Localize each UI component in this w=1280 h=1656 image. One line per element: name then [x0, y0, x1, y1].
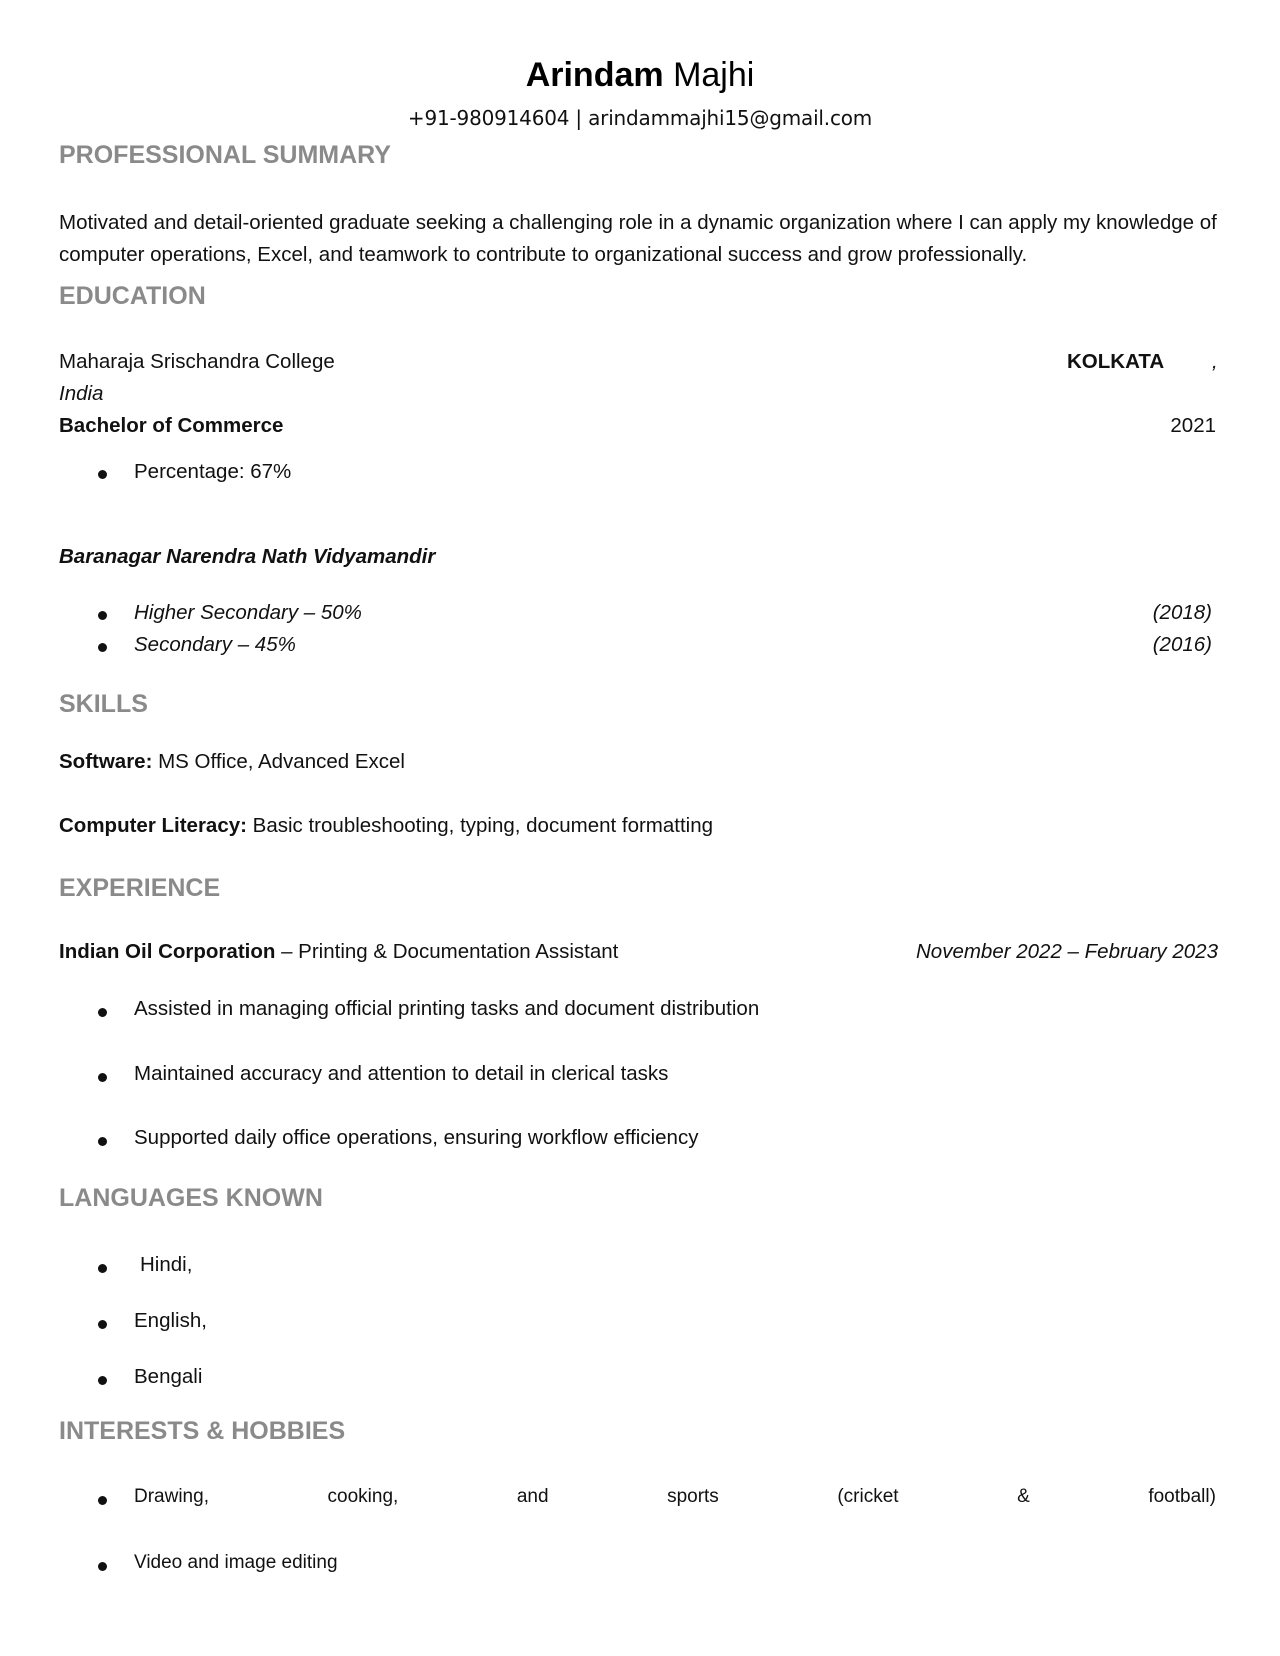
bullet: [98, 1264, 107, 1273]
skill-label: Software:: [59, 750, 153, 773]
percentage: Percentage: 67%: [134, 460, 292, 483]
summary-text: Motivated and detail-oriented graduate seeking a challenging role in a dynamic organization where I can apply my knowledge of computer operations, Excel, and teamwork to contribute to organizational success and grow professionally.: [59, 211, 1217, 266]
higher-secondary: Higher Secondary – 50%: [134, 601, 362, 624]
hobby-line-1: [134, 1486, 1216, 1508]
school-name: Baranagar Narendra Nath Vidyamandir: [59, 545, 436, 568]
bullet: [98, 1496, 107, 1505]
degree-year: 2021: [1170, 414, 1216, 437]
experience-heading: EXPERIENCE: [59, 874, 221, 902]
resume-name: [0, 56, 1280, 95]
skill-computer-literacy: [59, 814, 713, 838]
hobby-word: cooking,: [327, 1486, 399, 1507]
skill-value: MS Office, Advanced Excel: [152, 750, 405, 773]
secondary-year: (2016): [1152, 633, 1212, 656]
hobby-word: &: [1017, 1486, 1030, 1507]
summary-heading: PROFESSIONAL SUMMARY: [59, 141, 391, 169]
secondary: Secondary – 45%: [134, 633, 296, 656]
college-city: KOLKATA: [1067, 350, 1165, 373]
hobby-word: Drawing,: [134, 1486, 209, 1507]
role-title: – Printing & Documentation Assistant: [275, 940, 619, 963]
hobby-word: sports: [667, 1486, 719, 1507]
first-name: Arindam: [525, 56, 664, 94]
experience-bullet: Assisted in managing official printing tasks and document distribution: [134, 997, 760, 1020]
language-item: English,: [134, 1309, 207, 1332]
bullet: [98, 1376, 107, 1385]
experience-dates: November 2022 – February 2023: [916, 940, 1218, 963]
degree-name: Bachelor of Commerce: [59, 414, 284, 437]
language-item: Bengali: [134, 1365, 203, 1388]
bullet: [98, 611, 107, 620]
language-item: Hindi,: [140, 1253, 193, 1276]
contact-line: +91-980914604 | arindammajhi15@gmail.com: [407, 106, 873, 130]
hobby-line-2: Video and image editing: [134, 1552, 338, 1573]
hobby-word: football): [1148, 1486, 1216, 1507]
experience-bullet: Maintained accuracy and attention to detail in clerical tasks: [134, 1062, 669, 1085]
experience-bullet: Supported daily office operations, ensuring workflow efficiency: [134, 1126, 699, 1149]
skill-software: [59, 750, 405, 774]
college-country: India: [59, 382, 104, 405]
college-name: Maharaja Srischandra College: [59, 350, 335, 373]
education-heading: EDUCATION: [59, 282, 206, 310]
languages-heading: LANGUAGES KNOWN: [59, 1184, 323, 1212]
higher-secondary-year: (2018): [1152, 601, 1212, 624]
skill-label: Computer Literacy:: [59, 814, 247, 837]
experience-title: [59, 940, 618, 964]
hobby-word: (cricket: [837, 1486, 899, 1507]
hobby-word: and: [516, 1486, 549, 1507]
college-city-comma: ,: [1212, 350, 1218, 373]
last-name: Majhi: [673, 56, 755, 94]
interests-heading: INTERESTS & HOBBIES: [59, 1417, 346, 1445]
bullet: [98, 1137, 107, 1146]
bullet: [98, 470, 107, 479]
skills-heading: SKILLS: [59, 690, 148, 718]
bullet: [98, 1073, 107, 1082]
bullet: [98, 643, 107, 652]
bullet: [98, 1320, 107, 1329]
bullet: [98, 1008, 107, 1017]
company-name: Indian Oil Corporation: [59, 940, 276, 963]
bullet: [98, 1562, 107, 1571]
skill-value: Basic troubleshooting, typing, document formatting: [246, 814, 714, 837]
